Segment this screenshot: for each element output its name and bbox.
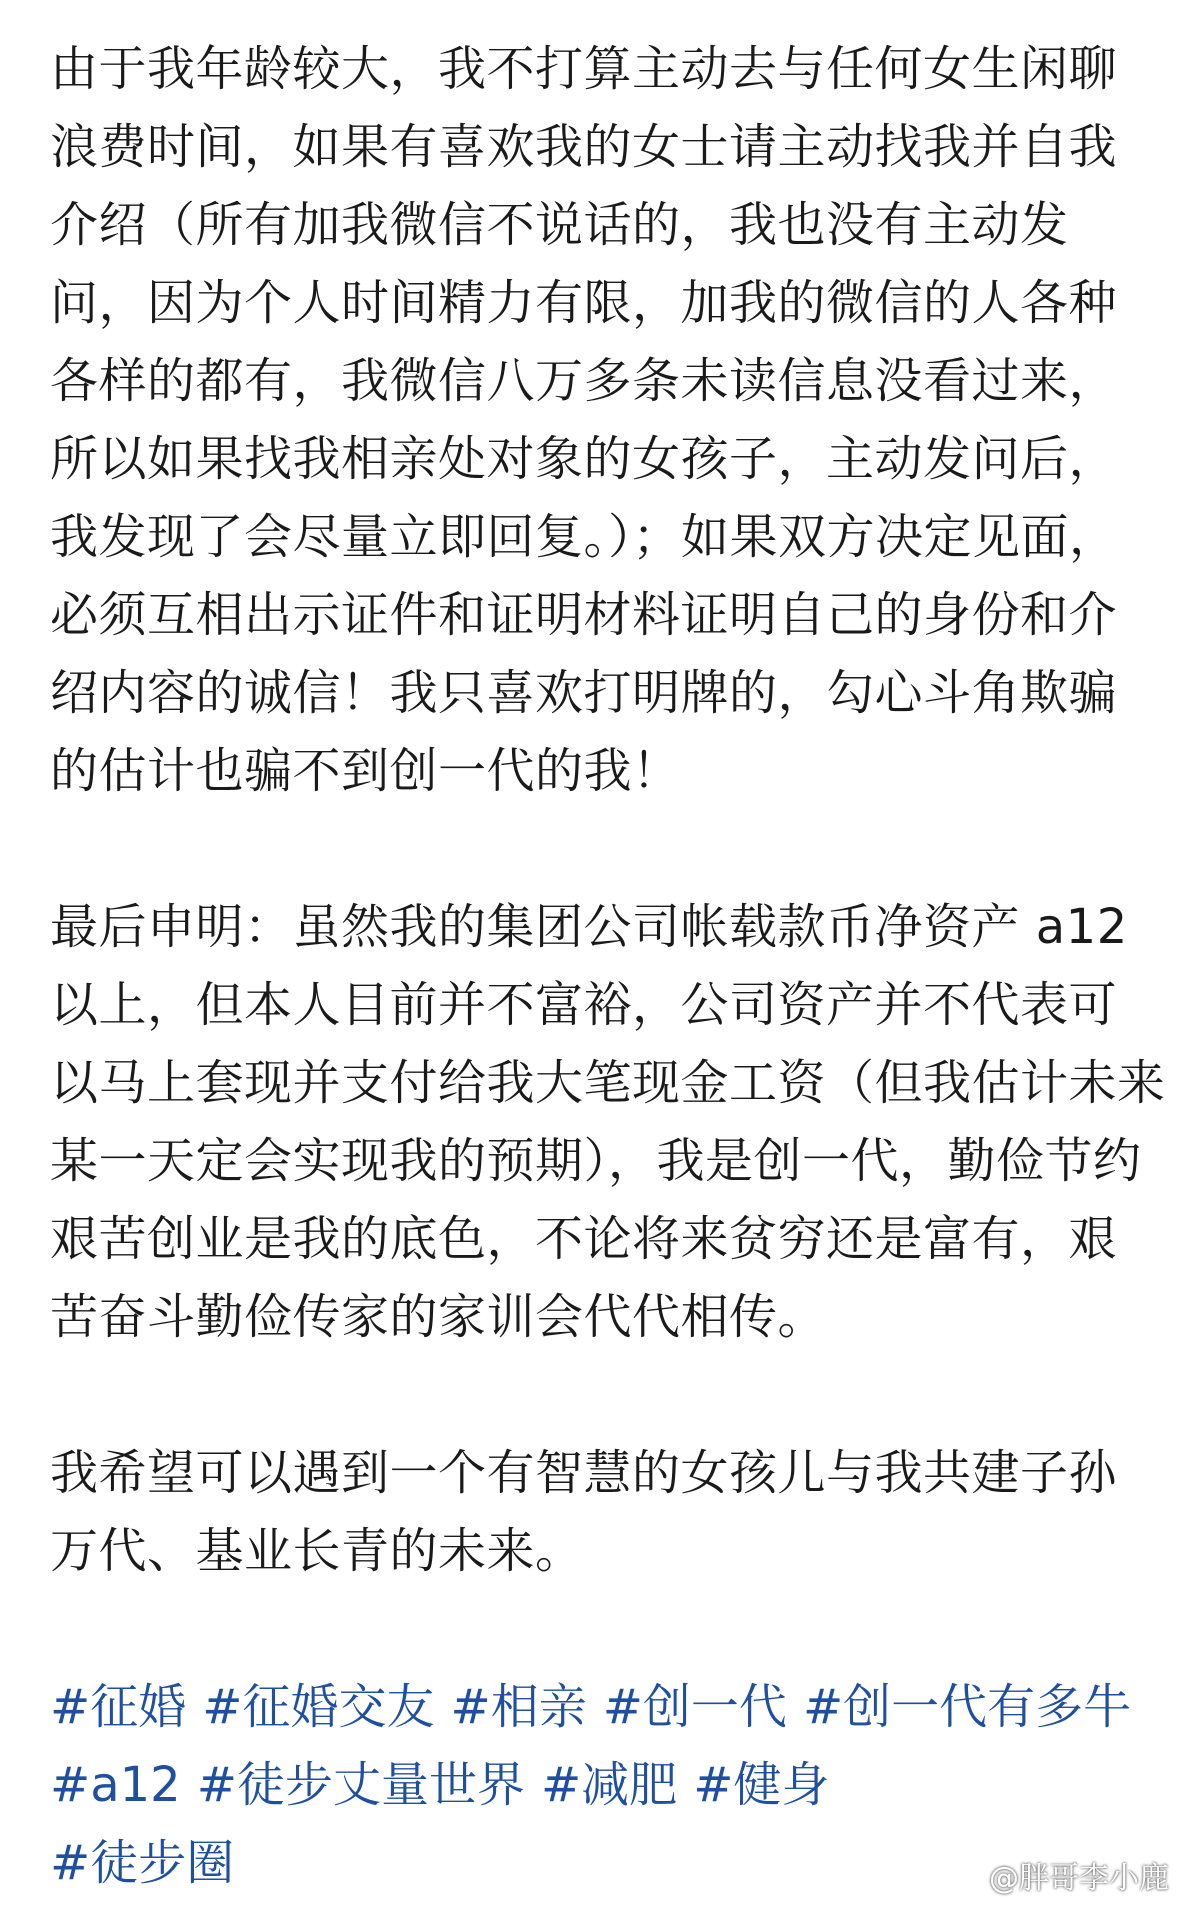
text-line: 以上，但本人目前并不富裕，公司资产并不代表可 [50, 977, 1118, 1033]
hashtag-link[interactable]: #创一代有多牛 [802, 1679, 1132, 1735]
hashtag-link[interactable]: #征婚交友 [202, 1679, 435, 1735]
text-line: 浪费时间，如果有喜欢我的女士请主动找我并自我 [50, 119, 1118, 175]
paragraph-1 [50, 30, 1150, 810]
watermark-text: @胖哥李小鹿 [989, 1861, 1169, 1896]
hashtag-link[interactable]: #减肥 [540, 1757, 678, 1813]
hashtag-link[interactable]: #a12 [50, 1757, 181, 1813]
watermark [941, 1853, 1169, 1897]
hashtag-row [50, 1668, 1150, 1746]
paragraph-2 [50, 888, 1166, 1356]
paragraph-spacer [50, 810, 1150, 888]
hashtag-link[interactable]: #相亲 [450, 1679, 587, 1735]
text-line: 介绍（所有加我微信不说话的，我也没有主动发 [50, 197, 1069, 253]
text-line: 必须互相出示证件和证明材料证明自己的身份和介 [50, 587, 1118, 643]
hashtag-link[interactable]: #健身 [693, 1757, 830, 1813]
weibo-icon [941, 1859, 981, 1891]
text-line: 由于我年龄较大，我不打算主动去与任何女生闲聊 [50, 41, 1118, 97]
text-line: 绍内容的诚信！我只喜欢打明牌的，勾心斗角欺骗 [50, 665, 1118, 721]
text-line: 问，因为个人时间精力有限，加我的微信的人各种 [50, 275, 1118, 331]
text-line: 某一天定会实现我的预期），我是创一代，勤俭节约 [50, 1133, 1142, 1189]
text-line: 所以如果找我相亲处对象的女孩子，主动发问后， [50, 431, 1118, 487]
paragraph-spacer [50, 1590, 1150, 1668]
post-body [50, 30, 1166, 1902]
text-line: 万代、基业长青的未来。 [50, 1523, 584, 1579]
hashtag-row [50, 1746, 1150, 1824]
text-line: 的估计也骗不到创一代的我！ [50, 743, 681, 799]
text-line: 以马上套现并支付给我大笔现金工资（但我估计未来 [50, 1055, 1166, 1111]
text-line: 我发现了会尽量立即回复。）；如果双方决定见面， [50, 509, 1118, 565]
text-line: 各样的都有，我微信八万多条未读信息没看过来， [50, 353, 1118, 409]
text-line: 最后申明：虽然我的集团公司帐载款币净资产 a12 [50, 899, 1128, 955]
hashtag-link[interactable]: #徒步丈量世界 [196, 1757, 525, 1813]
paragraph-3 [50, 1434, 1150, 1590]
hashtag-link[interactable]: #徒步圈 [50, 1835, 235, 1891]
paragraph-spacer [50, 1356, 1150, 1434]
text-line: 我希望可以遇到一个有智慧的女孩儿与我共建子孙 [50, 1445, 1118, 1501]
text-line: 苦奋斗勤俭传家的家训会代代相传。 [50, 1289, 827, 1345]
hashtag-link[interactable]: #征婚 [50, 1679, 187, 1735]
hashtag-link[interactable]: #创一代 [602, 1679, 787, 1735]
text-line: 艰苦创业是我的底色，不论将来贫穷还是富有，艰 [50, 1211, 1118, 1267]
